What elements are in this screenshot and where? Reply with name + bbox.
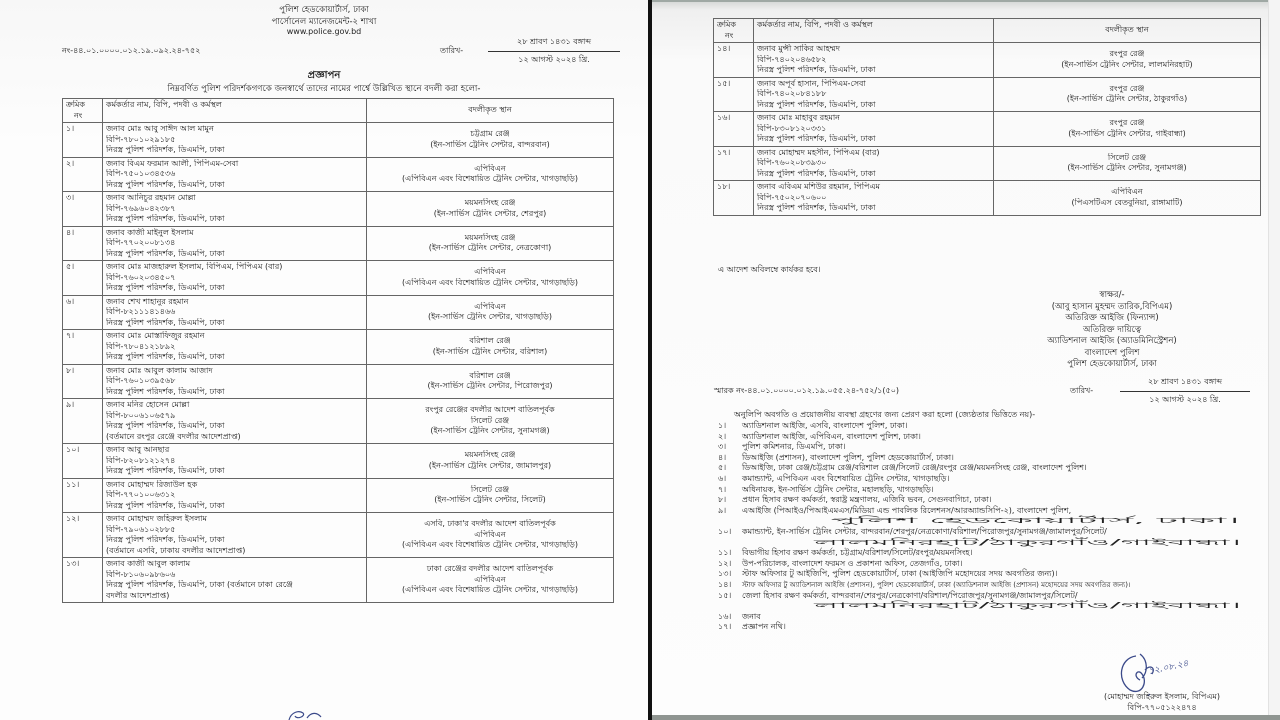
transfer-place-pre: রংপুর রেঞ্জের বদলীর আদেশ বাতিলপূর্বক: [425, 405, 555, 415]
cell-serial: ১২।: [63, 513, 103, 558]
transfer-table-left: [62, 98, 614, 603]
page-edge: [1268, 0, 1280, 715]
copy-item-number: ৭।: [718, 484, 727, 494]
intro-text: নিম্নবর্ণিত পুলিশ পরিদর্শকগণকে জনস্বার্থে তাদের নামের পার্শ্বে উল্লিখিত স্থানে বদলী করা হলো-: [167, 84, 481, 94]
officer-post: নিরস্ত্র পুলিশ পরিদর্শক, ডিএমপি, ঢাকা: [106, 352, 225, 361]
officer-bp: বিপি-৭৪০২০৮৪১৮৮: [757, 89, 827, 98]
date-bangla: ২৮ শ্রাবণ ১৪৩১ বঙ্গাব্দ: [517, 37, 591, 46]
copy-item-text: প্রধান হিসাব রক্ষণ কর্মকর্তা, স্বরাষ্ট্র মন্ত্রণালয়, এজিবি ভবন, সেগুনবাগিচা, ঢাকা।: [742, 495, 992, 505]
cell-transfer-place: [994, 43, 1261, 78]
table-header-row: [714, 19, 1261, 43]
copy-item-text: উপ-পরিচালক, বাংলাদেশ ফরমস ও প্রকাশনা অফিস, তেজগাঁও, ঢাকা।: [742, 558, 963, 568]
officer-bp: বিপি-৭৭০১০০৬৩১২: [106, 490, 176, 499]
copy-list-item: [718, 622, 1263, 633]
officer-bp: বিপি-৮০০৬১০৬৫৭৯: [106, 410, 176, 420]
officer-bp: বিপি-৭৪০২০৪৬৫৮২: [757, 54, 827, 64]
copy-item-text: স্টাফ অফিসার টু অ্যাডিশনাল আইজি (প্রশাসন), পুলিশ হেডকোয়ার্টার্স, ঢাকা (অ্যাডিশনাল আইজি (প্রশাসন) মহোদয়ের সদয় অবগতির জন্য)।: [742, 580, 1131, 589]
table-row: [714, 112, 1261, 147]
transfer-place-detail: (ইন-সার্ভিস ট্রেনিং সেন্টার, সুনামগঞ্জ): [430, 426, 550, 436]
copy-list-item: [718, 527, 1263, 538]
header-website: www.police.gov.bd: [286, 27, 362, 36]
header-serial-line2: নং: [74, 110, 83, 120]
header-serial-line1: ক্রমিক: [717, 20, 737, 29]
copy-list-item: [718, 474, 1263, 485]
copy-item-continuation: লালমনিরহাট/ঠাকুরগাঁও/গাইবান্ধা।: [814, 537, 1241, 547]
cell-transfer-place: [367, 330, 614, 365]
copy-item-number: ১।: [718, 421, 727, 430]
copy-list-item: [718, 453, 1263, 464]
table-row: [714, 77, 1261, 112]
officer-bp: বিপি-৭৮০১০২৯১৮৫: [106, 134, 176, 144]
officer-bp: বিপি-৭৭০২০০৮১৩৪: [106, 238, 176, 247]
table-row: [714, 146, 1261, 181]
officer-bp: বিপি-৮২০৮১২১২৭৪: [106, 455, 176, 465]
cell-transfer-place: [367, 226, 614, 261]
copy-item-text: অ্যাডিশনাল আইজি, এপিবিএন, বাংলাদেশ পুলিশ, ঢাকা।: [742, 431, 921, 441]
copy-item-text: ডিআইজি (প্রশাসন), বাংলাদেশ পুলিশ, পুলিশ হেডকোয়ার্টার্স, ঢাকা।: [742, 452, 954, 462]
table-row: [63, 364, 614, 399]
copy-item-number: ১২।: [718, 558, 732, 568]
cell-serial: ৩।: [63, 192, 103, 227]
copy-distribution-list: [718, 421, 1263, 633]
officer-name: জনাব কাজী মাইনুল ইসলাম: [106, 227, 194, 237]
officer-bp: বিপি-৭৫০২০৭০৬০০: [757, 192, 827, 202]
transfer-place-detail: (এপিবিএন এবং বিশেষায়িত ট্রেনিং সেন্টার, খাগড়াছড়ি): [402, 540, 578, 550]
transfer-place: রংপুর রেঞ্জ: [1109, 83, 1145, 93]
copy-list-item: [718, 506, 1263, 517]
header-org: পুলিশ হেডকোয়ার্টার্স, ঢাকা: [279, 5, 369, 15]
officer-bp: বিপি-৭৫০১০৩৪৫৩৬: [106, 169, 176, 178]
copy-item-number: ৮।: [718, 495, 727, 505]
copy-list-item: [718, 495, 1263, 506]
officer-name: জনাব বিএম ফরমান আলী, পিপিএম-সেবা: [106, 158, 239, 168]
table-row: [714, 181, 1261, 216]
transfer-place: সিলেট রেঞ্জ: [470, 415, 510, 425]
copy-item-text: কমান্ড্যান্ট, এপিবিএন এবং বিশেষায়িত ট্রেনিং সেন্টার, খাগড়াছড়ি।: [742, 473, 950, 483]
officer-post: নিরস্ত্র পুলিশ পরিদর্শক, ডিএমপি, ঢাকা: [757, 134, 876, 143]
initial-signature-icon: [285, 709, 325, 720]
officer-post: নিরস্ত্র পুলিশ পরিদর্শক, ডিএমপি, ঢাকা: [106, 500, 225, 510]
header-place: বদলীকৃত স্থান: [367, 99, 614, 123]
officer-name: জনাব কাজী আবুল কালাম: [106, 559, 191, 568]
transfer-place: চট্টগ্রাম রেঞ্জ: [470, 129, 510, 139]
transfer-place-detail: (ইন-সার্ভিস ট্রেনিং সেন্টার, সিলেট): [434, 495, 546, 505]
copy-item-text: অধিনায়ক, ইন-সার্ভিস ট্রেনিং সেন্টার, মহালছড়ি, খাগড়াছড়ি।: [742, 484, 934, 494]
officer-post: নিরস্ত্র পুলিশ পরিদর্শক, ডিএমপি, ঢাকা: [106, 535, 225, 544]
cell-transfer-place: [367, 157, 614, 192]
cell-officer: [103, 399, 367, 444]
officer-name: জনাব মোঃ আবুল কালাম আজাদ: [106, 365, 213, 375]
header-serial: [63, 99, 103, 123]
header-name: কর্মকর্তার নাম, বিপি, পদবী ও কর্মস্থল: [103, 99, 367, 123]
officer-name: জনাব অপূর্ব হাসান, পিপিএম-সেবা: [757, 78, 866, 88]
table-row: [63, 157, 614, 192]
table-row: [63, 513, 614, 558]
copy-intro: অনুলিপি অবগতি ও প্রয়োজনীয় ব্যবস্থা গ্রহণের জন্য প্রেরণ করা হলো (জ্যেষ্ঠতার ভিত্তিতে নয়)-: [734, 410, 1036, 419]
copy-item-text: অ্যাডিশনাল আইজি, এসবি, বাংলাদেশ পুলিশ, ঢাকা।: [742, 421, 908, 430]
copy-list-item: [718, 559, 1263, 570]
table-row: [63, 399, 614, 444]
copy-item-continuation: পুলিশ হেডকোয়ার্টার্স, ঢাকা।: [830, 516, 1240, 526]
header-serial-line2: নং: [725, 30, 734, 40]
officer-post: নিরস্ত্র পুলিশ পরিদর্শক, ডিএমপি, ঢাকা: [106, 283, 225, 292]
cell-serial: ৪।: [63, 226, 103, 261]
transfer-place-detail: (ইন-সার্ভিস ট্রেনিং সেন্টার, খাগড়াছড়ি): [427, 312, 553, 322]
cell-officer: [103, 330, 367, 365]
officer-post: নিরস্ত্র পুলিশ পরিদর্শক, ডিএমপি, ঢাকা (বর্তমানে ঢাকা রেঞ্জে: [106, 580, 293, 589]
officer-bp: বিপি-৭৯০৬১০২৮৮৫: [106, 524, 176, 534]
transfer-place-pre: ঢাকা রেঞ্জের বদলীর আদেশ বাতিলপূর্বক: [426, 564, 554, 574]
cell-officer: [754, 77, 994, 112]
transfer-place-detail: (ইন-সার্ভিস ট্রেনিং সেন্টার, জামালপুর): [428, 460, 552, 470]
transfer-place: এপিবিএন: [474, 301, 506, 311]
signatory-org: বাংলাদেশ পুলিশ: [1084, 347, 1140, 358]
cell-serial: ৯।: [63, 399, 103, 444]
officer-name: জনাব মোঃ আবু সাঈদ আল মামুন: [106, 124, 214, 133]
transfer-place: এপিবিএন: [474, 529, 506, 539]
issuer-block: [1072, 692, 1252, 713]
transfer-place: এপিবিএন: [474, 163, 506, 173]
signed-mark: স্বাক্ষর/-: [1099, 290, 1125, 300]
officer-name: জনাব মুন্সী সাকির আহম্মদ: [757, 44, 840, 53]
officer-name: জনাব আনিচুর রহমান মোল্লা: [106, 193, 196, 202]
cell-transfer-place: [994, 146, 1261, 181]
signatory-name: (আবু হাসান মুহম্মদ তারিক,বিপিএম): [1051, 301, 1173, 312]
copy-date-separator: [1120, 391, 1250, 392]
memo-number: নং-৪৪.০১.০০০০.০১২.১৯.০৯২.২৪-৭৫২: [62, 46, 201, 55]
signatory-designation: অতিরিক্ত আইজি (ফিন্যান্স): [1065, 313, 1159, 323]
transfer-place-detail: (পিএসটিএস বেতবুনিয়া, রাঙ্গামাটি): [1071, 197, 1183, 207]
transfer-place: ময়মনসিংহ রেঞ্জ: [464, 232, 516, 242]
cell-officer: [103, 295, 367, 330]
cell-officer: [103, 364, 367, 399]
copy-item-number: ১৭।: [718, 622, 732, 632]
cell-officer: [103, 558, 367, 603]
transfer-place-detail: (এপিবিএন এবং বিশেষায়িত ট্রেনিং সেন্টার, খাগড়াছড়ি): [402, 585, 578, 595]
transfer-place-detail: (ইন-সার্ভিস ট্রেনিং সেন্টার, সুনামগঞ্জ): [1067, 163, 1187, 173]
copy-item-text: জেলা হিসাব রক্ষণ কর্মকর্তা, বান্দরবান/শেরপুর/নেত্রকোণা/বরিশাল/পিরোজপুর/সুনামগঞ্জ/জামালপুর/সিলেট/: [742, 590, 1078, 600]
officer-post: নিরস্ত্র পুলিশ পরিদর্শক, ডিএমপি, ঢাকা: [106, 421, 225, 430]
copy-list-item: [718, 612, 1263, 623]
cell-transfer-place: [994, 77, 1261, 112]
copy-item-number: ২।: [718, 431, 727, 441]
cell-transfer-place: [367, 478, 614, 513]
officer-bp: বিপি-৭৮০৪১২১৮৯২: [106, 341, 176, 351]
copy-date-block: [1120, 376, 1250, 407]
copy-item-text: ডিআইজি, ঢাকা রেঞ্জ/চট্টগ্রাম রেঞ্জ/বরিশাল রেঞ্জ/সিলেট রেঞ্জ/রংপুর রেঞ্জ/ময়মনসিংহ রেঞ্জ, বাংলাদেশ পুলিশ।: [742, 463, 1087, 473]
cell-serial: ৮।: [63, 364, 103, 399]
officer-post: নিরস্ত্র পুলিশ পরিদর্শক, ডিএমপি, ঢাকা: [106, 386, 225, 396]
cell-serial: ১৪।: [714, 43, 754, 78]
copy-list-item: [718, 442, 1263, 453]
officer-bp: বিপি-৭৬০২০৮৩৯৩০: [757, 158, 827, 167]
cell-serial: ১৬।: [714, 112, 754, 147]
copy-item-text: প্রজ্ঞাপন নথি।: [742, 622, 786, 632]
document-page-right: [652, 0, 1280, 720]
officer-post: নিরস্ত্র পুলিশ পরিদর্শক, ডিএমপি, ঢাকা: [757, 168, 876, 178]
cell-serial: ১৮।: [714, 181, 754, 216]
transfer-place-detail: (ইন-সার্ভিস ট্রেনিং সেন্টার, বরিশাল): [432, 346, 548, 356]
issuer-name: (মোহাম্মদ জহিরুল ইসলাম, বিপিএম): [1104, 692, 1220, 701]
table-row: [63, 330, 614, 365]
table-row: [63, 478, 614, 513]
signatory-charge-post: অ্যাডিশনাল আইজি (অ্যাডমিনিস্ট্রেশন): [1047, 336, 1177, 346]
copy-item-text: এআইজি (পিআইও/পিআইএমএস/মিডিয়া এন্ড পাবলিক রিলেশনস/আরঅ্যান্ডসিপি-২), বাংলাদেশ পুলিশ,: [742, 505, 1072, 515]
transfer-place: এপিবিএন: [474, 267, 506, 277]
transfer-place-detail: (ইন-সার্ভিস ট্রেনিং সেন্টার, ঠাকুরগাঁও): [1066, 94, 1188, 104]
transfer-place-detail: (এপিবিএন এবং বিশেষায়িত ট্রেনিং সেন্টার, খাগড়াছড়ি): [402, 277, 578, 287]
cell-transfer-place: [367, 123, 614, 158]
cell-serial: ১৭।: [714, 146, 754, 181]
officer-post: নিরস্ত্র পুলিশ পরিদর্শক, ডিএমপি, ঢাকা: [106, 214, 225, 223]
header-branch: পার্সোনেল ম্যানেজমেন্ট-২ শাখা: [271, 17, 377, 27]
copy-list-item: [718, 432, 1263, 443]
copy-item-continuation: লালমনিরহাট/ঠাকুরগাঁও/গাইবান্ধা।: [814, 601, 1241, 611]
cell-transfer-place: [367, 364, 614, 399]
issuer-bp: বিপি-৭৭০৫১২২৪৭৪: [1127, 702, 1197, 712]
transfer-place: বরিশাল রেঞ্জ: [469, 336, 511, 346]
cell-transfer-place: [367, 295, 614, 330]
header-name: কর্মকর্তার নাম, বিপি, পদবী ও কর্মস্থল: [754, 19, 994, 43]
cell-officer: [754, 181, 994, 216]
signature-date: ১২.০৮.২৪: [1147, 658, 1190, 678]
cell-officer: [103, 192, 367, 227]
transfer-place-detail: (ইন-সার্ভিস ট্রেনিং সেন্টার, বান্দরবান): [430, 139, 550, 149]
copy-item-number: ১৫।: [718, 590, 732, 600]
copy-item-text: পুলিশ কমিশনার, ডিএমপি, ঢাকা।: [742, 442, 846, 452]
table-header-row: [63, 99, 614, 123]
transfer-place: রংপুর রেঞ্জ: [1109, 118, 1145, 128]
officer-post: নিরস্ত্র পুলিশ পরিদর্শক, ডিএমপি, ঢাকা: [757, 203, 876, 212]
officer-name: জনাব মোঃ মোস্তাফিজুর রহমান: [106, 331, 205, 340]
transfer-place: ময়মনসিংহ রেঞ্জ: [464, 450, 516, 460]
cell-transfer-place: [367, 399, 614, 444]
officer-bp: বিপি-৮২১১১৪১৪৬৬: [106, 307, 176, 316]
header-place: বদলীকৃত স্থান: [994, 19, 1261, 43]
transfer-place: বরিশাল রেঞ্জ: [469, 370, 511, 380]
cell-serial: ১৩।: [63, 558, 103, 603]
cell-transfer-place: [367, 558, 614, 603]
copy-item-text: স্টাফ অফিসার টু আইজিপি, পুলিশ হেডকোয়ার্টার্স, ঢাকা (আইজিপি মহোদয়ের সদয় অবগতির জন্য)।: [742, 569, 1058, 579]
cell-transfer-place: [367, 261, 614, 296]
cell-officer: [754, 112, 994, 147]
table-row: [63, 558, 614, 603]
signatory-charge: অতিরিক্ত দায়িত্বে: [1082, 324, 1142, 335]
transfer-place-detail: (ইন-সার্ভিস ট্রেনিং সেন্টার, গাইবান্ধা): [1068, 128, 1186, 138]
effective-note: এ আদেশ অবিলম্বে কার্যকর হবে।: [718, 265, 821, 274]
cell-officer: [103, 513, 367, 558]
copy-item-number: ১১।: [718, 548, 732, 558]
cell-officer: [103, 157, 367, 192]
cell-transfer-place: [367, 444, 614, 479]
copy-list-item: [718, 485, 1263, 496]
officer-bp: বিপি-৮৩০৮১২০৩৩১: [757, 123, 827, 133]
table-row: [63, 295, 614, 330]
cell-transfer-place: [367, 192, 614, 227]
copy-item-number: ১৪।: [718, 579, 732, 589]
copy-list-item: [718, 580, 1263, 591]
officer-post: নিরস্ত্র পুলিশ পরিদর্শক, ডিএমপি, ঢাকা: [757, 99, 876, 109]
date-block: [488, 36, 620, 67]
transfer-place: সিলেট রেঞ্জ: [470, 484, 510, 494]
officer-bp: বিপি-৭৬৯৬০৪২৩৮৭: [106, 203, 176, 213]
officer-name: জনাব এবিএম মশিউর রহমান, পিপিএম: [757, 182, 880, 191]
header-serial-line1: ক্রমিক: [66, 100, 86, 109]
transfer-place-pre: এসবি, ঢাকা'র বদলীর আদেশ বাতিলপূর্বক: [424, 519, 556, 529]
transfer-table-right: [713, 18, 1261, 216]
copy-date-bangla: ২৮ শ্রাবণ ১৪৩১ বঙ্গাব্দ: [1148, 377, 1222, 386]
copy-item-text: কমান্ড্যান্ট, ইন-সার্ভিস ট্রেনিং সেন্টার, বান্দরবান/শেরপুর/নেত্রকোণা/বরিশাল/পিরোজপুর/সুনামগঞ্জ/জামালপুর/সিলেট/: [742, 526, 1107, 536]
copy-item-number: ৩।: [718, 442, 727, 452]
table-row: [63, 444, 614, 479]
officer-bp: বিপি-৮১০৬০৯৮৬০৬: [106, 569, 176, 579]
copy-list-item: [718, 569, 1263, 580]
copy-item-number: ৪।: [718, 452, 727, 462]
copy-item-number: ১৬।: [718, 611, 732, 621]
officer-name: জনাব আবু আনছার: [106, 445, 170, 454]
officer-name: জনাব মোহাম্মদ মহসীন, পিপিএম (বার): [757, 147, 880, 157]
officer-post: নিরস্ত্র পুলিশ পরিদর্শক, ডিএমপি, ঢাকা: [106, 179, 225, 189]
cell-serial: ৭।: [63, 330, 103, 365]
cell-transfer-place: [994, 112, 1261, 147]
page-title: প্রজ্ঞাপন: [307, 70, 341, 81]
officer-name: জনাব মোহাম্মদ রিজাউল হক: [106, 479, 198, 489]
officer-name: জনাব মোঃ মাজহারুল ইসলাম, বিপিএম, পিপিএম (বার): [106, 262, 283, 271]
header-serial: [714, 19, 754, 43]
officer-name: জনাব মোহাম্মদ জহিরুল ইসলাম: [106, 514, 207, 523]
copy-list-item: [718, 591, 1263, 602]
cell-officer: [103, 444, 367, 479]
copy-item-number: ৬।: [718, 473, 727, 483]
officer-name: জনাব শেখ শাহানুর রহমান: [106, 296, 189, 306]
copy-item-text: জনাব: [742, 611, 761, 621]
cell-transfer-place: [994, 181, 1261, 216]
officer-note: (বর্তমানে রংপুর রেঞ্জে বদলীর আদেশপ্রাপ্ত): [106, 431, 241, 441]
copy-item-number: ১৩।: [718, 569, 732, 579]
officer-note: (বর্তমানে এসবি, ঢাকায় বদলীর আদেশপ্রাপ্ত): [106, 545, 246, 555]
officer-post: নিরস্ত্র পুলিশ পরিদর্শক, ডিএমপি, ঢাকা: [106, 145, 225, 154]
transfer-place-detail: (ইন-সার্ভিস ট্রেনিং সেন্টার, লালমনিরহাট): [1061, 59, 1193, 69]
transfer-place: সিলেট রেঞ্জ: [1107, 152, 1147, 162]
copy-date-label: তারিখ-: [1070, 386, 1094, 395]
officer-name: জনাব মনির হোসেন মোল্লা: [106, 400, 190, 409]
officer-name: জনাব মোঃ মাহাবুব রহমান: [757, 113, 840, 122]
officer-post: নিরস্ত্র পুলিশ পরিদর্শক, ডিএমপি, ঢাকা: [757, 65, 876, 74]
date-label: তারিখ-: [440, 46, 464, 55]
copy-item-text: বিভাগীয় হিসাব রক্ষণ কর্মকর্তা, চট্টগ্রাম/বরিশাল/সিলেট/রংপুর/ময়মনসিংহ।: [742, 548, 973, 558]
cell-serial: ৫।: [63, 261, 103, 296]
transfer-place-detail: (ইন-সার্ভিস ট্রেনিং সেন্টার, নেত্রকোণা): [428, 243, 552, 253]
copy-date-english: ১২ আগস্ট ২০২৪ খ্রি.: [1149, 395, 1221, 404]
cell-serial: ১৫।: [714, 77, 754, 112]
transfer-place-detail: (ইন-সার্ভিস ট্রেনিং সেন্টার, শেরপুর): [433, 208, 547, 218]
cell-serial: ২।: [63, 157, 103, 192]
copy-item-number: ৫।: [718, 463, 727, 473]
officer-bp: বিপি-৭৬০১০৩৯৫৬৮: [106, 376, 176, 385]
transfer-place-detail: (ইন-সার্ভিস ট্রেনিং সেন্টার, পিরোজপুর): [427, 381, 553, 391]
cell-officer: [103, 261, 367, 296]
officer-post: নিরস্ত্র পুলিশ পরিদর্শক, ডিএমপি, ঢাকা: [106, 466, 225, 475]
cell-officer: [103, 478, 367, 513]
cell-serial: ১।: [63, 123, 103, 158]
table-row: [63, 226, 614, 261]
officer-note: বদলীর আদেশপ্রাপ্ত): [106, 590, 170, 600]
signatory-block: [982, 290, 1242, 371]
cell-transfer-place: [367, 513, 614, 558]
transfer-place: ময়মনসিংহ রেঞ্জ: [464, 198, 516, 208]
page-frame-bottom: [652, 715, 1280, 720]
cell-serial: ১০।: [63, 444, 103, 479]
cell-serial: ১১।: [63, 478, 103, 513]
table-row: [63, 261, 614, 296]
cell-serial: ৬।: [63, 295, 103, 330]
copy-item-number: ৯।: [718, 505, 727, 515]
date-separator: [488, 51, 620, 52]
table-row: [63, 123, 614, 158]
table-row: [63, 192, 614, 227]
transfer-place: রংপুর রেঞ্জ: [1109, 49, 1145, 59]
transfer-place-detail: (এপিবিএন এবং বিশেষায়িত ট্রেনিং সেন্টার, খাগড়াছড়ি): [402, 174, 578, 184]
copy-memo-number: স্মারক নং-৪৪.০১.০০০০.০১২.১৯.০৫৫.২৪-৭৫২/১(৫০): [714, 386, 900, 395]
cell-officer: [103, 226, 367, 261]
signatory-office: পুলিশ হেডকোয়ার্টার্স, ঢাকা: [1067, 359, 1157, 369]
officer-post: নিরস্ত্র পুলিশ পরিদর্শক, ডিএমপি, ঢাকা: [106, 317, 225, 327]
date-english: ১২ আগস্ট ২০২৪ খ্রি.: [518, 55, 590, 64]
transfer-place: এপিবিএন: [474, 574, 506, 584]
copy-list-item: [718, 421, 1263, 432]
table-row: [714, 43, 1261, 78]
cell-officer: [754, 146, 994, 181]
copy-list-item: [718, 548, 1263, 559]
copy-item-number: ১০।: [718, 526, 732, 536]
copy-list-item: [718, 463, 1263, 474]
officer-bp: বিপি-৭৬০২০৩৪৫০৭: [106, 272, 176, 282]
cell-officer: [754, 43, 994, 78]
cell-officer: [103, 123, 367, 158]
officer-post: নিরস্ত্র পুলিশ পরিদর্শক, ডিএমপি, ঢাকা: [106, 248, 225, 258]
transfer-place: এপিবিএন: [1111, 187, 1143, 197]
